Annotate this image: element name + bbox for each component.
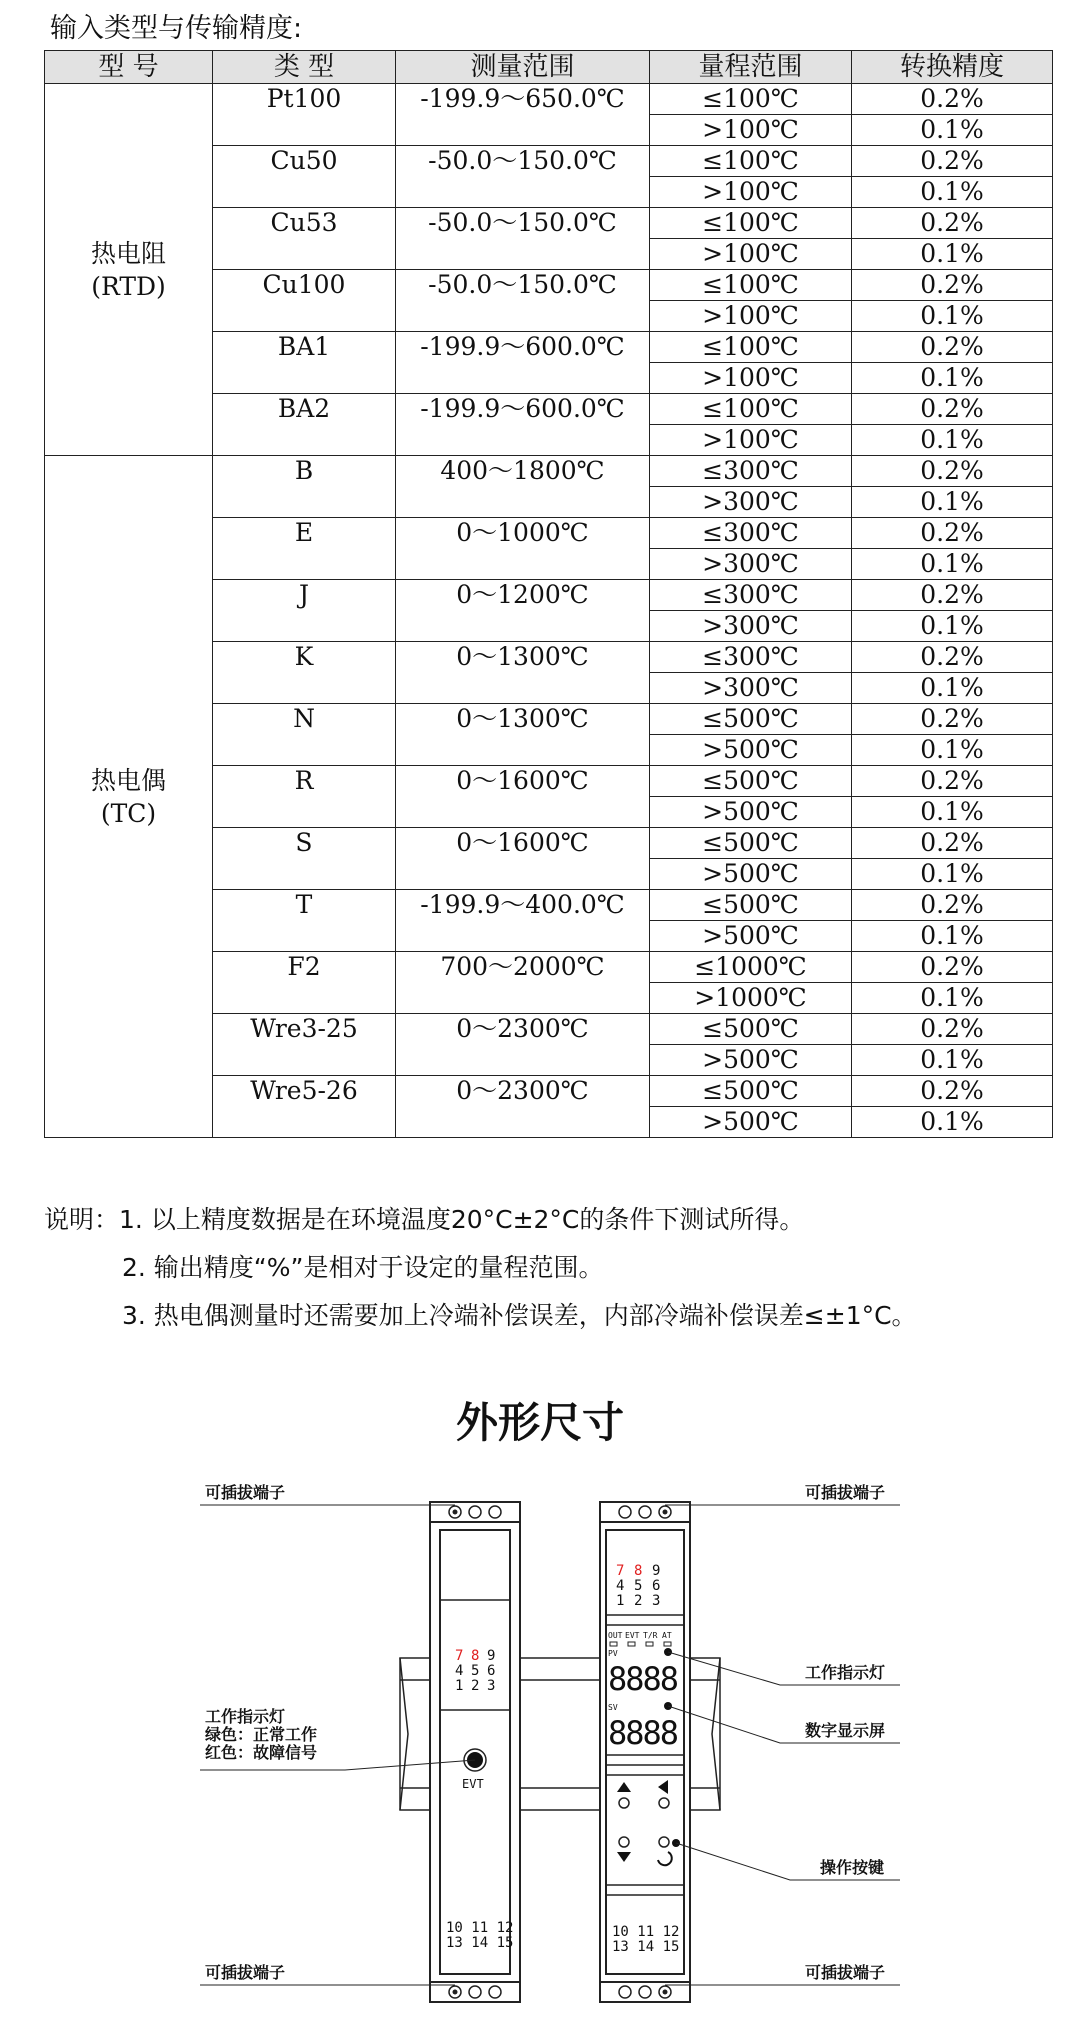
span-range-cell: ≤500℃	[650, 1014, 852, 1045]
group-cell	[45, 84, 213, 456]
note-row	[44, 1244, 917, 1292]
terminal-bottom-row2: 13 14 15	[612, 1939, 680, 1955]
accuracy-cell: 0.1%	[852, 425, 1053, 456]
terminal-num: 7	[616, 1563, 625, 1579]
label-keys: 操作按键	[820, 1858, 885, 1877]
span-range-cell: >500℃	[650, 735, 852, 766]
accuracy-cell: 0.1%	[852, 363, 1053, 394]
accuracy-cell: 0.1%	[852, 735, 1053, 766]
type-cell: Cu53	[213, 208, 396, 270]
table-body	[45, 84, 1053, 1138]
terminal-num: 3	[487, 1678, 496, 1694]
measure-range-cell: 0～2300℃	[396, 1014, 650, 1076]
note-row	[44, 1292, 917, 1340]
note-item: 1. 以上精度数据是在环境温度20°C±2°C的条件下测试所得。	[119, 1205, 805, 1234]
header-span-range: 量程范围	[650, 51, 852, 84]
type-cell: BA1	[213, 332, 396, 394]
span-range-cell: ≤1000℃	[650, 952, 852, 983]
accuracy-cell: 0.2%	[852, 332, 1053, 363]
measure-range-cell: -199.9～600.0℃	[396, 332, 650, 394]
status-led-tr: T/R	[643, 1631, 658, 1640]
label-indicator-left-green: 绿色：正常工作	[205, 1725, 318, 1744]
header-model: 型 号	[45, 51, 213, 84]
span-range-cell: >500℃	[650, 921, 852, 952]
accuracy-cell: 0.2%	[852, 84, 1053, 115]
sv-label: SV	[608, 1703, 618, 1712]
label-indicator-right: 工作指示灯	[805, 1663, 886, 1682]
group-code: (RTD)	[91, 271, 166, 301]
span-range-cell: >100℃	[650, 239, 852, 270]
span-range-cell: ≤300℃	[650, 518, 852, 549]
measure-range-cell: -50.0～150.0℃	[396, 270, 650, 332]
label-terminal-top-right: 可插拔端子	[805, 1483, 886, 1502]
label-terminal-top-left: 可插拔端子	[205, 1483, 286, 1502]
header-type: 类 型	[213, 51, 396, 84]
section-title: 输入类型与传输精度:	[50, 13, 303, 44]
span-range-cell: >500℃	[650, 1045, 852, 1076]
measure-range-cell: 0～1300℃	[396, 642, 650, 704]
terminal-num: 2	[634, 1593, 643, 1609]
span-range-cell: >100℃	[650, 115, 852, 146]
type-cell: Pt100	[213, 84, 396, 146]
accuracy-cell: 0.2%	[852, 890, 1053, 921]
label-display: 数字显示屏	[805, 1721, 886, 1740]
accuracy-cell: 0.1%	[852, 859, 1053, 890]
span-range-cell: ≤100℃	[650, 394, 852, 425]
span-range-cell: ≤500℃	[650, 766, 852, 797]
type-cell: T	[213, 890, 396, 952]
type-cell: E	[213, 518, 396, 580]
type-cell: Wre3-25	[213, 1014, 396, 1076]
status-led-at: AT	[662, 1631, 672, 1640]
accuracy-cell: 0.1%	[852, 239, 1053, 270]
screw-dot-icon	[453, 1990, 458, 1995]
notes	[44, 1196, 917, 1340]
span-range-cell: ≤300℃	[650, 456, 852, 487]
accuracy-cell: 0.1%	[852, 921, 1053, 952]
label-indicator-left-title: 工作指示灯	[205, 1707, 286, 1726]
measure-range-cell: 700～2000℃	[396, 952, 650, 1014]
accuracy-cell: 0.1%	[852, 611, 1053, 642]
type-cell: Wre5-26	[213, 1076, 396, 1138]
notes-prefix: 说明：	[44, 1205, 120, 1234]
terminal-num: 1	[455, 1678, 464, 1694]
evt-label: EVT	[462, 1777, 484, 1791]
measure-range-cell: 0～1600℃	[396, 766, 650, 828]
group-code: (TC)	[100, 798, 157, 828]
span-range-cell: >300℃	[650, 549, 852, 580]
status-led-evt: EVT	[625, 1631, 640, 1640]
terminal-num: 6	[652, 1578, 661, 1594]
accuracy-cell: 0.2%	[852, 518, 1053, 549]
type-cell: N	[213, 704, 396, 766]
accuracy-cell: 0.2%	[852, 766, 1053, 797]
span-range-cell: >300℃	[650, 487, 852, 518]
span-range-cell: ≤500℃	[650, 1076, 852, 1107]
type-cell: K	[213, 642, 396, 704]
measure-range-cell: -199.9～650.0℃	[396, 84, 650, 146]
type-cell: Cu50	[213, 146, 396, 208]
type-cell: Cu100	[213, 270, 396, 332]
terminal-bottom-row2: 13 14 15	[446, 1935, 514, 1951]
span-range-cell: ≤300℃	[650, 642, 852, 673]
terminal-num: 6	[487, 1663, 496, 1679]
accuracy-cell: 0.2%	[852, 580, 1053, 611]
measure-range-cell: 0～2300℃	[396, 1076, 650, 1138]
status-led-out: OUT	[608, 1631, 623, 1640]
measure-range-cell: 0～1600℃	[396, 828, 650, 890]
table-row	[45, 456, 1053, 487]
table-row	[45, 84, 1053, 115]
accuracy-cell: 0.2%	[852, 208, 1053, 239]
terminal-bottom-row1: 10 11 12	[446, 1920, 514, 1936]
type-cell: S	[213, 828, 396, 890]
span-range-cell: >500℃	[650, 797, 852, 828]
span-range-cell: >300℃	[650, 611, 852, 642]
terminal-num: 7	[455, 1648, 464, 1664]
type-cell: B	[213, 456, 396, 518]
note-item: 3. 热电偶测量时还需要加上冷端补偿误差，内部冷端补偿误差≤±1°C。	[122, 1301, 917, 1330]
terminal-num: 3	[652, 1593, 661, 1609]
dimensions-title: 外形尺寸	[455, 1398, 624, 1447]
type-cell: F2	[213, 952, 396, 1014]
accuracy-cell: 0.2%	[852, 1014, 1053, 1045]
measure-range-cell: -50.0～150.0℃	[396, 146, 650, 208]
span-range-cell: >100℃	[650, 301, 852, 332]
terminal-num: 4	[616, 1578, 625, 1594]
pv-display: 8888	[608, 1660, 678, 1698]
screw-dot-icon	[663, 1990, 668, 1995]
header-accuracy: 转换精度	[852, 51, 1053, 84]
span-range-cell: >100℃	[650, 363, 852, 394]
table-header-row	[45, 51, 1053, 84]
span-range-cell: >500℃	[650, 859, 852, 890]
span-range-cell: >100℃	[650, 177, 852, 208]
accuracy-cell: 0.1%	[852, 673, 1053, 704]
measure-range-cell: 0～1000℃	[396, 518, 650, 580]
span-range-cell: ≤100℃	[650, 208, 852, 239]
note-row	[44, 1196, 917, 1244]
accuracy-cell: 0.2%	[852, 704, 1053, 735]
measure-range-cell: -199.9～600.0℃	[396, 394, 650, 456]
group-cell	[45, 456, 213, 1138]
terminal-num: 5	[471, 1663, 480, 1679]
span-range-cell: ≤500℃	[650, 828, 852, 859]
terminal-num: 8	[471, 1648, 480, 1664]
type-cell: BA2	[213, 394, 396, 456]
span-range-cell: >300℃	[650, 673, 852, 704]
span-range-cell: ≤100℃	[650, 146, 852, 177]
type-cell: J	[213, 580, 396, 642]
accuracy-cell: 0.1%	[852, 549, 1053, 580]
screw-dot-icon	[453, 1510, 458, 1515]
label-terminal-bottom-right: 可插拔端子	[805, 1963, 886, 1982]
span-range-cell: ≤100℃	[650, 84, 852, 115]
span-range-cell: >1000℃	[650, 983, 852, 1014]
accuracy-cell: 0.1%	[852, 301, 1053, 332]
accuracy-cell: 0.1%	[852, 1107, 1053, 1138]
span-range-cell: ≤300℃	[650, 580, 852, 611]
terminal-num: 5	[634, 1578, 643, 1594]
label-indicator-left-red: 红色：故障信号	[205, 1743, 318, 1762]
span-range-cell: ≤500℃	[650, 704, 852, 735]
dimension-diagram	[0, 1470, 1080, 2030]
span-range-cell: ≤100℃	[650, 270, 852, 301]
label-terminal-bottom-left: 可插拔端子	[205, 1963, 286, 1982]
terminal-bottom-row1: 10 11 12	[612, 1924, 680, 1940]
header-measure-range: 测量范围	[396, 51, 650, 84]
accuracy-cell: 0.2%	[852, 456, 1053, 487]
terminal-num: 4	[455, 1663, 464, 1679]
screw-dot-icon	[663, 1510, 668, 1515]
terminal-num: 2	[471, 1678, 480, 1694]
accuracy-cell: 0.2%	[852, 642, 1053, 673]
terminal-num: 9	[652, 1563, 661, 1579]
accuracy-cell: 0.2%	[852, 828, 1053, 859]
terminal-num: 1	[616, 1593, 625, 1609]
span-range-cell: >500℃	[650, 1107, 852, 1138]
accuracy-cell: 0.2%	[852, 394, 1053, 425]
accuracy-cell: 0.2%	[852, 146, 1053, 177]
measure-range-cell: -199.9～400.0℃	[396, 890, 650, 952]
terminal-num: 9	[487, 1648, 496, 1664]
accuracy-cell: 0.1%	[852, 797, 1053, 828]
span-range-cell: >100℃	[650, 425, 852, 456]
accuracy-cell: 0.2%	[852, 952, 1053, 983]
terminal-num: 8	[634, 1563, 643, 1579]
span-range-cell: ≤100℃	[650, 332, 852, 363]
accuracy-table	[44, 50, 1053, 1138]
sv-display: 8888	[608, 1714, 678, 1752]
span-range-cell: ≤500℃	[650, 890, 852, 921]
accuracy-cell: 0.1%	[852, 177, 1053, 208]
group-name: 热电偶	[90, 765, 166, 795]
accuracy-cell: 0.2%	[852, 270, 1053, 301]
group-name: 热电阻	[90, 238, 166, 268]
type-cell: R	[213, 766, 396, 828]
pv-label: PV	[608, 1649, 618, 1658]
accuracy-cell: 0.1%	[852, 983, 1053, 1014]
measure-range-cell: -50.0～150.0℃	[396, 208, 650, 270]
accuracy-cell: 0.2%	[852, 1076, 1053, 1107]
measure-range-cell: 0～1200℃	[396, 580, 650, 642]
accuracy-cell: 0.1%	[852, 115, 1053, 146]
note-item: 2. 输出精度“%”是相对于设定的量程范围。	[122, 1253, 604, 1282]
measure-range-cell: 400～1800℃	[396, 456, 650, 518]
measure-range-cell: 0～1300℃	[396, 704, 650, 766]
accuracy-cell: 0.1%	[852, 1045, 1053, 1076]
accuracy-cell: 0.1%	[852, 487, 1053, 518]
